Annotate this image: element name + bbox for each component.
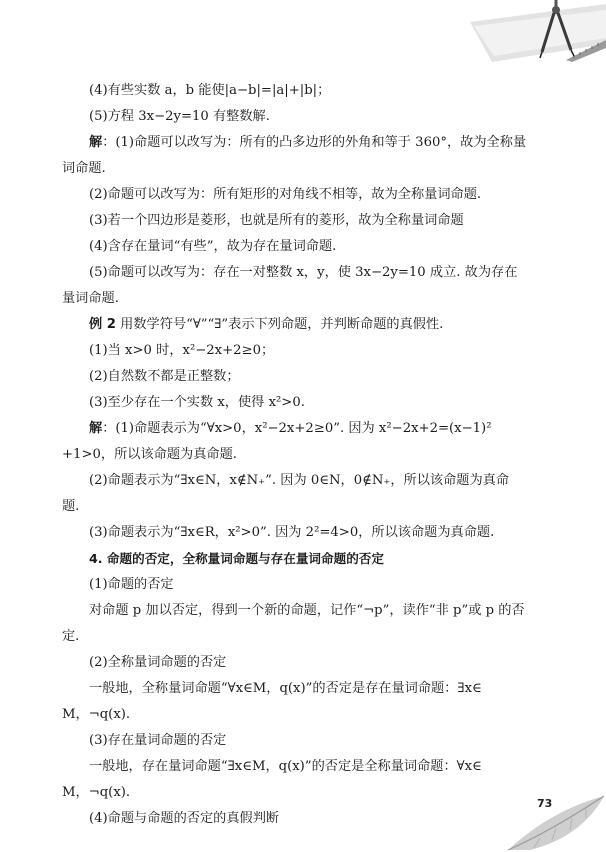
text-line	[62, 520, 548, 546]
line-text: (5)方程 3x−2y=10 有整数解.	[89, 109, 270, 124]
line-text: 量词命题.	[62, 291, 119, 306]
line-text: (4)命题与命题的否定的真假判断	[89, 811, 280, 826]
text-line	[62, 780, 548, 806]
text-line	[62, 728, 548, 754]
line-text: 一般地，全称量词命题“∀x∈M，q(x)”的否定是存在量词命题：∃x∈	[89, 681, 482, 696]
text-line	[62, 442, 548, 468]
line-text: (2)命题表示为“∃x∈N，x∉N₊”. 因为 0∈N，0∉N₊，所以该命题为真命	[89, 473, 510, 488]
text-line	[62, 208, 548, 234]
line-text: 词命题.	[62, 161, 106, 176]
text-line	[62, 598, 548, 624]
text-line	[62, 494, 548, 520]
text-line	[62, 702, 548, 728]
text-line	[62, 338, 548, 364]
text-line	[62, 416, 548, 442]
line-text: (1)当 x>0 时，x²−2x+2≥0；	[89, 343, 275, 358]
text-line	[62, 156, 548, 182]
line-text: 定.	[62, 629, 80, 644]
line-text: M，¬q(x).	[62, 785, 131, 800]
line-text: (4)含存在量词“有些”，故为存在量词命题.	[89, 239, 337, 254]
text-line	[62, 390, 548, 416]
line-text: (2)自然数不都是正整数；	[89, 369, 240, 384]
text-line	[62, 78, 548, 104]
line-text: (3)若一个四边形是菱形，也就是所有的菱形，故为全称量词命题	[89, 213, 464, 228]
page-number: 73	[537, 797, 553, 810]
line-text: 对命题 p 加以否定，得到一个新的命题，记作“¬p”，读作“非 p”或 p 的否	[89, 603, 525, 618]
text-line	[62, 260, 548, 286]
text-line	[62, 650, 548, 676]
text-line	[62, 364, 548, 390]
line-text: 4. 命题的否定，全称量词命题与存在量词命题的否定	[89, 551, 384, 566]
line-label: 例 2	[89, 317, 116, 332]
text-line	[62, 624, 548, 650]
line-text: M，¬q(x).	[62, 707, 131, 722]
text-line	[62, 104, 548, 130]
text-line	[62, 754, 548, 780]
text-line	[62, 468, 548, 494]
line-text: 题.	[62, 499, 80, 514]
line-text: (3)命题表示为“∃x∈R，x²>0”. 因为 2²=4>0，所以该命题为真命题.	[89, 525, 495, 540]
line-text: (1)命题的否定	[89, 577, 174, 592]
line-label: 解	[89, 421, 103, 436]
text-line	[62, 130, 548, 156]
line-text: (4)有些实数 a，b 能使|a−b|=|a|+|b|；	[89, 83, 331, 98]
line-text: (3)至少存在一个实数 x，使得 x²>0.	[89, 395, 305, 410]
section-heading	[62, 546, 548, 572]
text-line	[62, 572, 548, 598]
text-line	[62, 286, 548, 312]
line-text: 一般地，存在量词命题“∃x∈M，q(x)”的否定是全称量词命题：∀x∈	[89, 759, 482, 774]
line-text: ：(1)命题表示为“∀x>0，x²−2x+2≥0”. 因为 x²−2x+2=(x−1)²	[102, 421, 492, 436]
text-line	[62, 182, 548, 208]
leaf-icon	[500, 790, 606, 852]
line-text: (3)存在量词命题的否定	[89, 733, 227, 748]
header-decoration	[470, 0, 606, 62]
page-content	[62, 78, 548, 832]
line-text: 用数学符号“∀”“∃”表示下列命题，并判断命题的真假性.	[115, 317, 444, 332]
text-line	[62, 312, 548, 338]
line-text: (2)命题可以改写为：所有矩形的对角线不相等，故为全称量词命题.	[89, 187, 482, 202]
text-line	[62, 806, 548, 832]
text-line	[62, 676, 548, 702]
text-line	[62, 234, 548, 260]
line-label: 解	[89, 135, 103, 150]
line-text: ：(1)命题可以改写为：所有的凸多边形的外角和等于 360°，故为全称量	[102, 135, 527, 150]
line-text: (2)全称量词命题的否定	[89, 655, 227, 670]
line-text: +1>0，所以该命题为真命题.	[62, 447, 237, 462]
line-text: (5)命题可以改写为：存在一对整数 x，y，使 3x−2y=10 成立. 故为存在	[89, 265, 518, 280]
